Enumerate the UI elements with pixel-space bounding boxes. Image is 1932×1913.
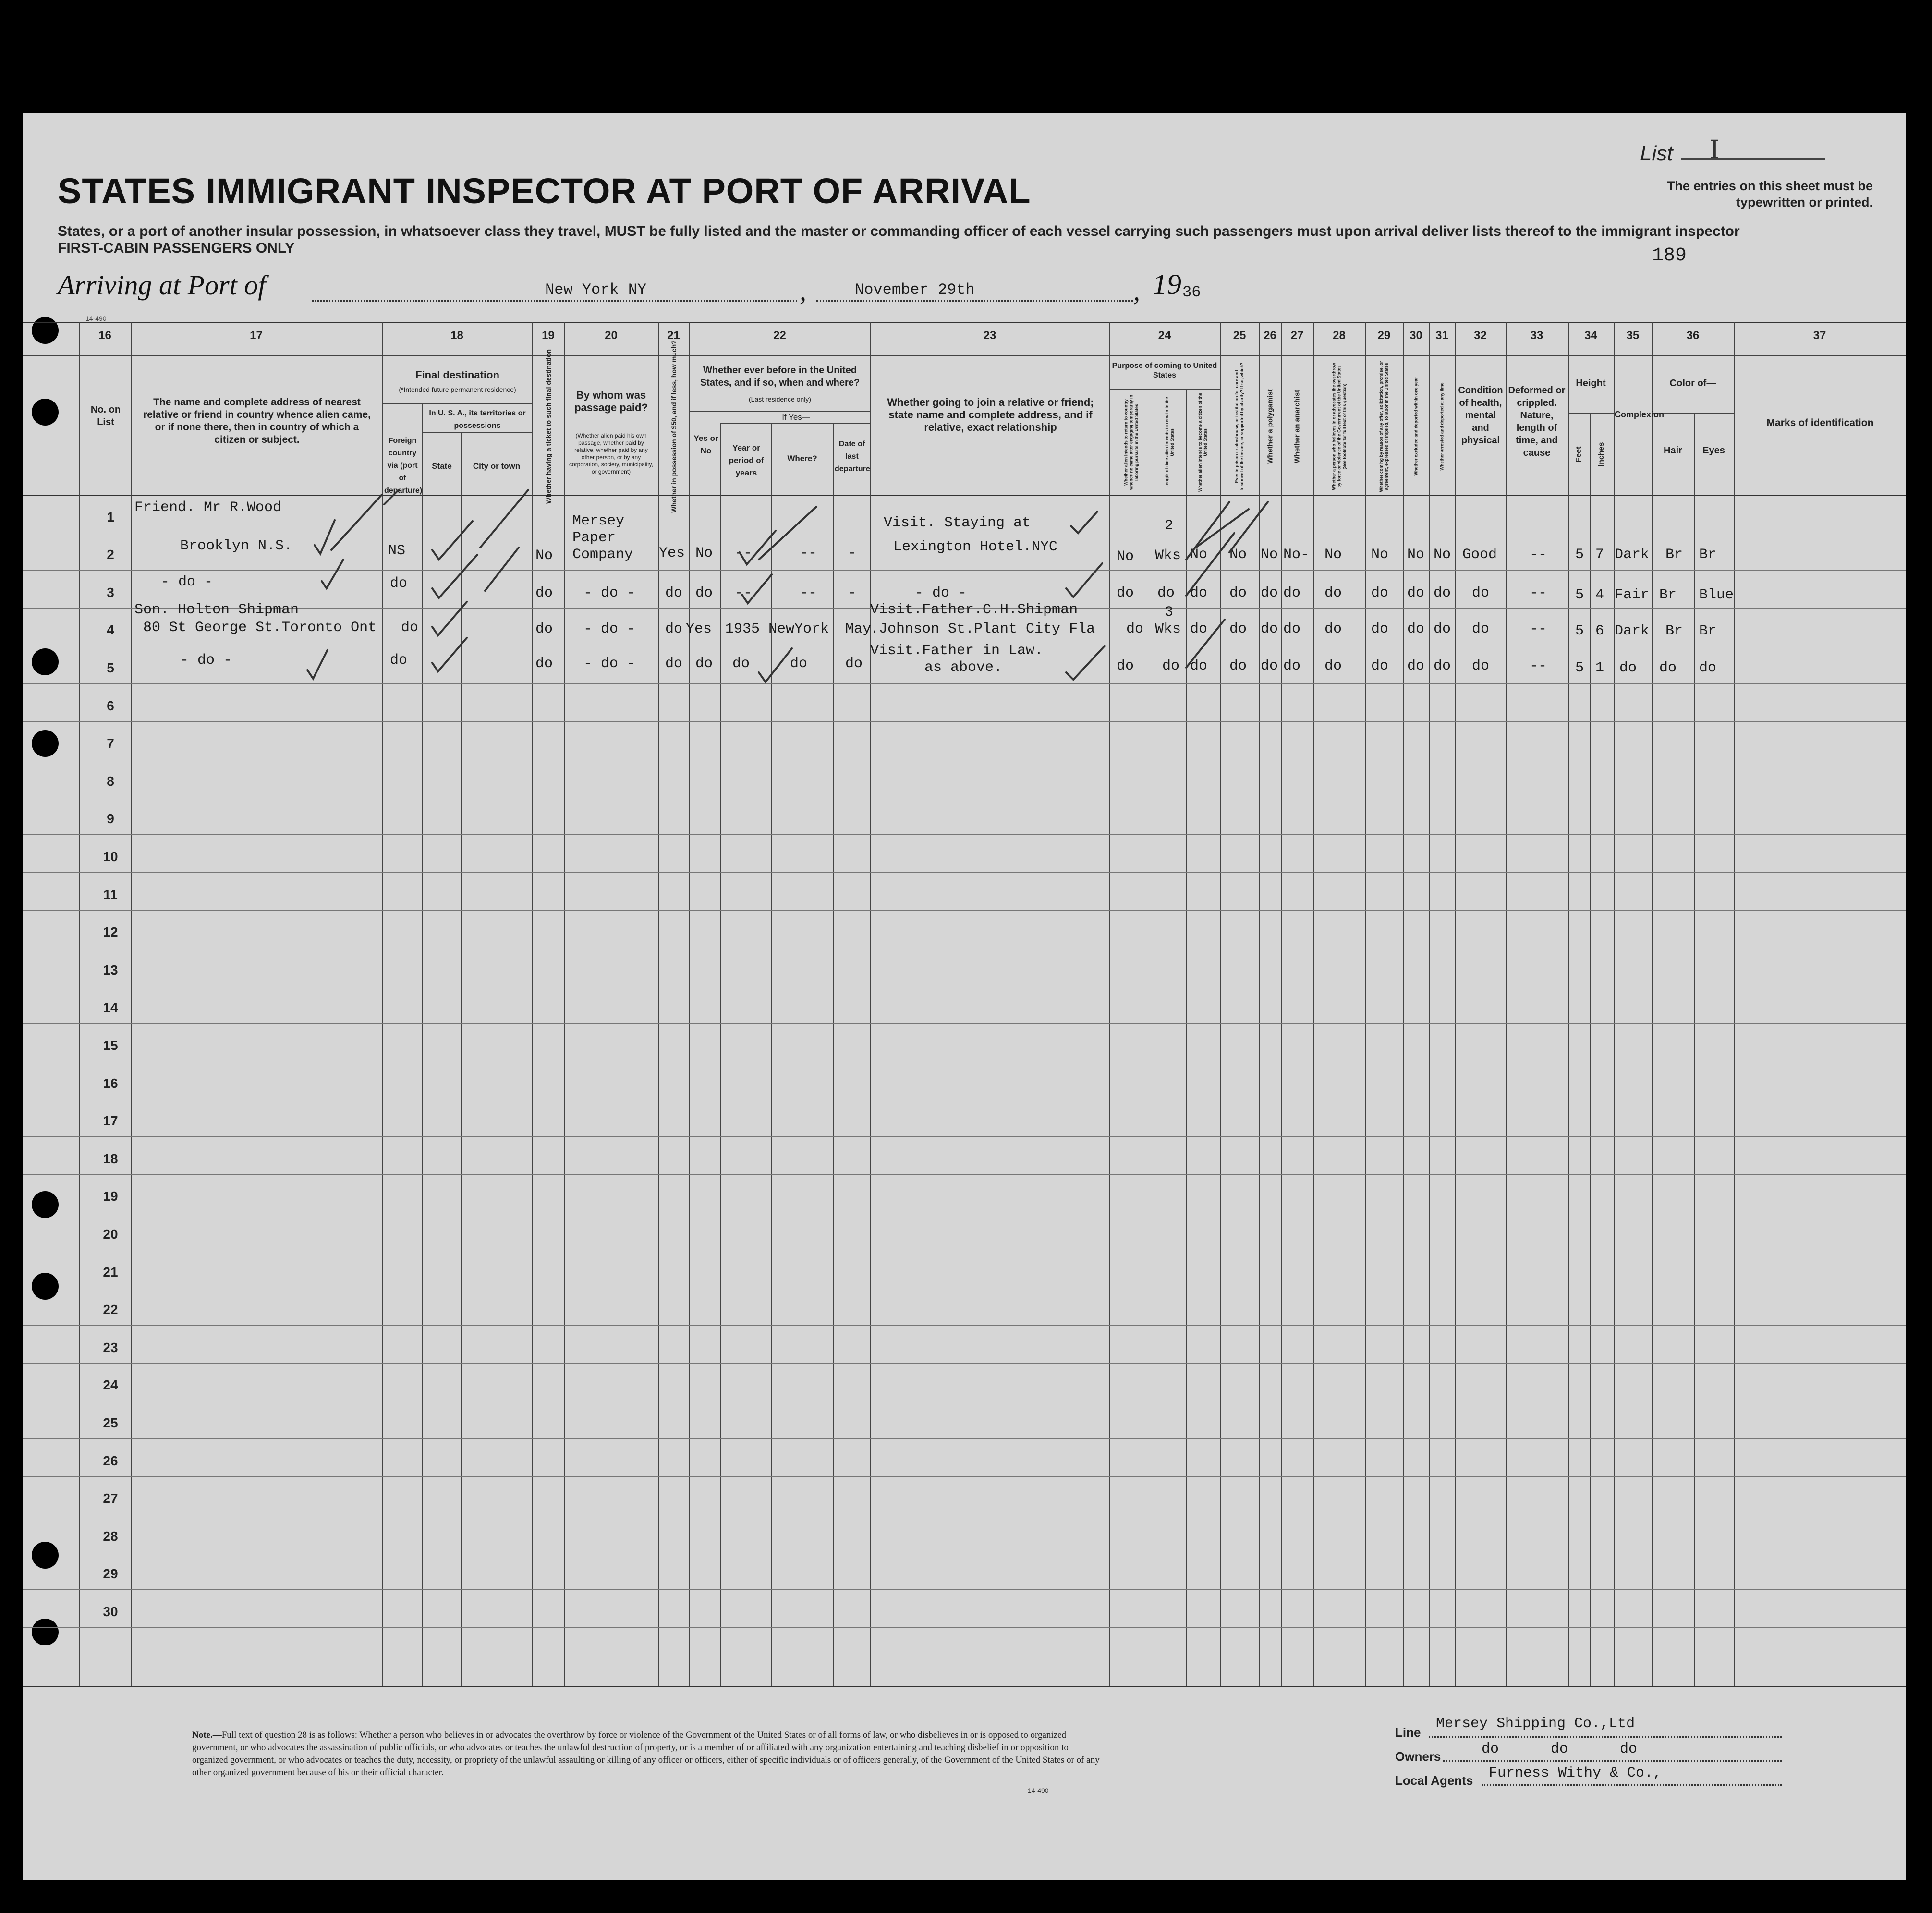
r3-overthrow: do	[1324, 621, 1342, 637]
header-join-relative: Whether going to join a relative or friend; state name and complete address, and if relative, exact relationship	[887, 396, 1094, 433]
r1-citizen: No	[1190, 547, 1208, 563]
row-number: 17	[103, 1113, 118, 1129]
header-inches: Inches	[1597, 442, 1605, 467]
header-final-note: (*Intended future permanent residence)	[399, 386, 516, 393]
r3-eyes: Br	[1699, 623, 1717, 639]
header-marks: Marks of identification	[1766, 417, 1874, 428]
r3-feet: 5	[1575, 623, 1584, 639]
line-label: Line	[1395, 1725, 1421, 1740]
r1-length-2: Wks	[1155, 548, 1181, 564]
r4-citizen: do	[1190, 658, 1208, 674]
row-number: 10	[103, 849, 118, 864]
row-number: 2	[107, 547, 114, 562]
r4-foreign: do	[390, 652, 408, 669]
r4-ticket: do	[535, 656, 553, 672]
intro-text: States, or a port of another insular possession, in whatsoever class they travel, MUST be fully listed and the master or commanding officer of each vessel carrying such passengers must upon arrival deliver lists thereof to the immigrant inspector	[58, 223, 1740, 239]
header-passage-paid: By whom was passage paid?	[574, 389, 648, 414]
row-number: 12	[103, 925, 118, 940]
r1-anarchist: No-	[1283, 547, 1310, 563]
colnum: 16	[98, 329, 111, 342]
header-ever-before: Whether ever before in the United States, and if so, when and where?	[700, 365, 860, 388]
r1-complexion: Dark	[1615, 547, 1650, 563]
header-prison: Ever in prison or almshouse, or institution for care and treatment of the insane, or supported by charity? If so, which?	[1234, 362, 1244, 491]
r3-relative-1: Son. Holton Shipman	[134, 602, 299, 618]
r4-overthrow: do	[1324, 658, 1342, 674]
r4-anarchist: do	[1283, 658, 1301, 674]
r2-join: - do -	[915, 585, 967, 601]
colnum: 26	[1264, 329, 1276, 342]
r4-relative: - do -	[180, 652, 232, 669]
row-number: 29	[103, 1566, 118, 1582]
r2-date: -	[848, 585, 857, 601]
r1-foreign: NS	[388, 543, 406, 559]
entries-note: The entries on this sheet must be typewritten or printed.	[1666, 179, 1873, 209]
r2-anarchist: do	[1283, 585, 1301, 601]
form-number: 14-490	[1028, 1787, 1049, 1794]
r4-date: do	[845, 656, 863, 672]
line-value: Mersey Shipping Co.,Ltd	[1436, 1716, 1635, 1732]
owners-rule	[1443, 1760, 1782, 1762]
r3-return: do	[1126, 621, 1144, 637]
r2-polygamist: do	[1261, 585, 1278, 601]
colnum: 36	[1686, 329, 1700, 342]
row-number: 3	[107, 585, 114, 600]
r3-length-1: 3	[1165, 604, 1174, 621]
r1-paid-3: Company	[572, 547, 633, 563]
r2-overthrow: do	[1324, 585, 1342, 601]
r3-anarchist: do	[1283, 621, 1301, 637]
footnote: Note.—Full text of question 28 is as follows: Whether a person who believes in or advocates the overthrow by force or violence of the Government of the United States or of all forms of law, or who disbelieves in or is opposed to organized government, or who advocates the assassination of public officials, or who advocates or teaches the unlawful destruction of property, or is a member of or affiliated with any organization entertaining and teaching disbelief in or opposition to organized government, or who advocates or teaches the duty, necessity, or propriety of the unlawful assaulting or killing of any officer or officers, either of specific individuals or of officers generally, of the Government of the United States or of any other organized government because of his or their official character.	[192, 1730, 1100, 1778]
r2-relative: - do -	[161, 574, 213, 590]
row-number: 25	[103, 1415, 118, 1430]
r3-complexion: Dark	[1615, 623, 1650, 639]
header-excluded: Whether excluded and deported within one year	[1413, 377, 1419, 476]
r2-fifty: do	[665, 585, 683, 601]
row-number: 7	[107, 736, 114, 751]
header-length-stay: Length of time alien intends to remain in the United States	[1165, 397, 1175, 488]
header-if-yes: If Yes—	[782, 413, 810, 422]
header-overthrow: Whether a person who believes in or advocates the overthrow by force or violence of the Government of the United States (See footnote for full text of this question)	[1331, 362, 1347, 490]
r2-length: do	[1157, 585, 1175, 601]
r1-where: --	[800, 545, 817, 561]
r3-length-2: Wks	[1155, 621, 1181, 637]
first-cabin-label: FIRST-CABIN PASSENGERS ONLY	[58, 240, 295, 256]
r4-join-2: as above.	[924, 659, 1003, 676]
row-number: 18	[103, 1151, 118, 1166]
year-prefix: 19	[1153, 268, 1181, 300]
r3-relative-2: 80 St George St.Toronto Ont	[143, 620, 377, 636]
r1-paid-1: Mersey	[572, 513, 625, 529]
header-fifty-dollars: Whether in possession of $50, and if less, how much?	[670, 340, 678, 513]
colnum: 27	[1290, 329, 1304, 342]
row-number: 1	[107, 509, 114, 524]
year-suffix: 36	[1182, 283, 1201, 301]
header-height: Height	[1576, 378, 1606, 389]
r4-length: do	[1162, 658, 1180, 674]
date-value: November 29th	[855, 281, 975, 299]
r4-before: do	[695, 656, 713, 672]
r1-relative-1: Friend. Mr R.Wood	[134, 500, 282, 516]
r3-year: 1935	[725, 621, 760, 637]
row-number: 21	[103, 1264, 118, 1279]
form-small: 14-490	[85, 315, 107, 322]
colnum: 21	[667, 329, 680, 342]
row-number: 26	[103, 1453, 118, 1468]
r3-join-2: .Johnson St.Plant City Fla	[870, 621, 1095, 637]
agents-label: Local Agents	[1395, 1773, 1473, 1788]
row-number: 20	[103, 1227, 118, 1242]
r3-arrested: do	[1434, 621, 1451, 637]
header-return: Whether alien intends to return to country whence he came after engaging temporarily in laboring pursuits in the United States	[1123, 394, 1139, 490]
r3-inches: 6	[1595, 623, 1604, 639]
r2-feet: 5	[1575, 587, 1584, 603]
r1-inches: 7	[1595, 547, 1604, 563]
row-number: 5	[107, 660, 114, 675]
row-number: 8	[107, 773, 114, 789]
colnum: 18	[450, 329, 463, 342]
r2-complexion: Fair	[1615, 587, 1650, 603]
r2-return: do	[1117, 585, 1134, 601]
colnum: 37	[1813, 329, 1826, 342]
r4-inches: 1	[1595, 660, 1604, 676]
colnum: 31	[1435, 329, 1448, 342]
r1-offer: No	[1371, 547, 1389, 563]
header-polygamist: Whether a polygamist	[1266, 389, 1275, 464]
r2-offer: do	[1371, 585, 1389, 601]
sheet-number: 189	[1652, 245, 1687, 267]
r1-deformed: --	[1530, 547, 1547, 563]
r1-prison: No	[1229, 547, 1247, 563]
r4-complexion: do	[1619, 660, 1637, 676]
r3-health: do	[1472, 621, 1490, 637]
colnum: 23	[983, 329, 996, 342]
header-relative: The name and complete address of nearest relative or friend in country whence alien came, or if none there, then in country of which a citizen or subject.	[143, 397, 371, 445]
header-passage-note: (Whether alien paid his own passage, whether paid by relative, whether paid by any other person, or by any corporation, society, municipality, or government)	[569, 432, 653, 475]
r2-eyes: Blue	[1699, 587, 1734, 603]
r4-health: do	[1472, 658, 1490, 674]
header-city: City or town	[473, 462, 521, 471]
r4-offer: do	[1371, 658, 1389, 674]
r4-deformed: --	[1530, 658, 1547, 674]
r2-deformed: --	[1530, 585, 1547, 601]
colnum: 20	[605, 329, 618, 342]
r3-citizen: do	[1190, 621, 1208, 637]
row-number: 13	[103, 962, 118, 977]
r3-prison: do	[1229, 621, 1247, 637]
r1-return: No	[1117, 548, 1134, 565]
row-number: 16	[103, 1075, 118, 1091]
r1-polygamist: No	[1261, 547, 1278, 563]
r3-ticket: do	[535, 621, 553, 637]
header-feet: Feet	[1575, 446, 1583, 463]
list-label: List	[1640, 142, 1673, 165]
r3-date: May	[845, 621, 872, 637]
r2-where: --	[800, 585, 817, 601]
r3-foreign: do	[401, 620, 419, 636]
header-last-residence: (Last residence only)	[749, 395, 811, 403]
agents-rule	[1482, 1784, 1782, 1786]
row-number: 23	[103, 1340, 118, 1355]
colnum: 19	[542, 329, 555, 342]
r2-excluded: do	[1407, 585, 1425, 601]
row-number: 30	[103, 1604, 118, 1619]
row-number: 22	[103, 1302, 118, 1317]
header-become-citizen: Whether alien intends to become a citizen of the United States	[1198, 392, 1208, 492]
colnum: 30	[1410, 329, 1422, 342]
r1-feet: 5	[1575, 547, 1584, 563]
r4-excluded: do	[1407, 658, 1425, 674]
r1-eyes: Br	[1699, 547, 1717, 563]
header-complexion: Complexion	[1615, 410, 1665, 419]
page-title: STATES IMMIGRANT INSPECTOR AT PORT OF ARRIVAL	[58, 171, 1031, 211]
row-number: 14	[103, 1000, 118, 1015]
r1-before: No	[695, 545, 713, 561]
row-number: 4	[107, 622, 114, 638]
r3-before: Yes	[686, 621, 712, 637]
header-purpose: Purpose of coming to United States	[1112, 362, 1217, 379]
r4-where: do	[790, 656, 808, 672]
r4-arrested: do	[1434, 658, 1451, 674]
r2-citizen: do	[1190, 585, 1208, 601]
header-year: Year or period of years	[729, 443, 764, 477]
colnum: 33	[1530, 329, 1543, 342]
colnum: 22	[773, 329, 786, 342]
r2-prison: do	[1229, 585, 1247, 601]
row-number: 19	[103, 1189, 118, 1204]
r3-deformed: --	[1530, 621, 1547, 637]
r1-paid-2: Paper	[572, 530, 616, 546]
port-value: New York NY	[545, 281, 647, 299]
row-number: 28	[103, 1528, 118, 1544]
header-date-departure: Date of last departure	[835, 440, 870, 473]
r1-year: --	[735, 545, 753, 561]
row-number: 15	[103, 1038, 118, 1053]
r2-ticket: do	[535, 585, 553, 601]
colnum: 32	[1474, 329, 1487, 342]
colnum: 17	[250, 329, 263, 342]
colnum: 24	[1158, 329, 1171, 342]
header-where: Where?	[787, 454, 817, 463]
r2-health: do	[1472, 585, 1490, 601]
comma: ,	[800, 277, 806, 306]
r1-fifty: Yes	[659, 545, 685, 561]
owners-value: do do do	[1482, 1741, 1638, 1757]
r2-hair: Br	[1659, 587, 1677, 603]
r1-join-1: Visit. Staying at	[884, 515, 1031, 531]
colnum: 34	[1584, 329, 1597, 342]
r4-paid: - do -	[583, 656, 636, 672]
r4-join-1: Visit.Father in Law.	[870, 643, 1044, 659]
header-anarchist: Whether an anarchist	[1293, 390, 1301, 463]
r4-eyes: do	[1699, 660, 1717, 676]
header-deformed: Deformed or crippled. Nature, length of time, and cause	[1508, 385, 1566, 458]
r1-relative-2: Brooklyn N.S.	[180, 538, 293, 554]
r2-arrested: do	[1434, 585, 1451, 601]
r2-before: do	[695, 585, 713, 601]
r2-inches: 4	[1595, 587, 1604, 603]
r3-excluded: do	[1407, 621, 1425, 637]
r1-length-1: 2	[1165, 518, 1174, 534]
r3-join-1: Visit.Father.C.H.Shipman	[870, 602, 1078, 618]
header-ticket: Whether having a ticket to such final destination	[545, 349, 552, 504]
r1-join-2: Lexington Hotel.NYC	[893, 539, 1058, 555]
r1-ticket: No	[535, 548, 553, 564]
r1-date: -	[848, 545, 857, 561]
header-in-usa: In U. S. A., its territories or possessions	[429, 409, 526, 430]
header-hair: Hair	[1664, 445, 1682, 456]
row-number: 27	[103, 1491, 118, 1506]
r1-hair: Br	[1665, 547, 1683, 563]
row-number: 9	[107, 811, 114, 827]
agents-value: Furness Withy & Co.,	[1489, 1765, 1662, 1781]
r4-prison: do	[1229, 658, 1247, 674]
r4-year: do	[732, 656, 750, 672]
r4-hair: do	[1659, 660, 1677, 676]
colnum: 35	[1626, 329, 1640, 342]
owners-label: Owners	[1395, 1749, 1441, 1764]
row-number: 11	[103, 887, 118, 902]
r3-fifty: do	[665, 621, 683, 637]
r1-health: Good	[1462, 547, 1497, 563]
row-number: 24	[103, 1377, 118, 1393]
colnum: 29	[1377, 329, 1391, 342]
r3-where: NewYork	[768, 621, 829, 637]
header-color-of: Color of—	[1669, 378, 1716, 389]
colnum: 25	[1233, 329, 1246, 342]
header-eyes: Eyes	[1702, 445, 1725, 456]
header-final-destination: Final destination	[415, 369, 499, 381]
comma: ,	[1133, 277, 1140, 306]
header-yes-no: Yes or No	[693, 434, 718, 455]
row-number: 6	[107, 698, 114, 713]
r4-polygamist: do	[1261, 658, 1278, 674]
r1-arrested: No	[1434, 547, 1451, 563]
r1-excluded: No	[1407, 547, 1425, 563]
line-rule	[1429, 1736, 1782, 1738]
r2-paid: - do -	[583, 585, 636, 601]
r3-paid: - do -	[583, 621, 636, 637]
r3-polygamist: do	[1261, 621, 1278, 637]
header-labor-offer: Whether coming by reason of any offer, solicitation, promise, or agreement, expressed or implied, to labor in the United States	[1379, 360, 1389, 492]
r3-hair: Br	[1665, 623, 1683, 639]
r4-fifty: do	[665, 656, 683, 672]
header-arrested: Whether arrested and deported at any time	[1439, 382, 1445, 471]
list-value: I	[1710, 135, 1720, 164]
r4-feet: 5	[1575, 660, 1584, 676]
r3-offer: do	[1371, 621, 1389, 637]
colnum: 28	[1333, 329, 1346, 342]
r4-return: do	[1117, 658, 1134, 674]
r2-year: --	[735, 585, 753, 601]
header-no-on-list: No. on List	[90, 404, 121, 427]
arriving-label: Arriving at Port of	[58, 269, 266, 301]
header-state: State	[432, 462, 452, 471]
header-foreign-country: Foreign country via (port of departure)	[384, 437, 423, 495]
r2-foreign: do	[390, 575, 408, 592]
r1-overthrow: No	[1324, 547, 1342, 563]
header-health: Condition of health, mental and physical	[1458, 385, 1503, 446]
